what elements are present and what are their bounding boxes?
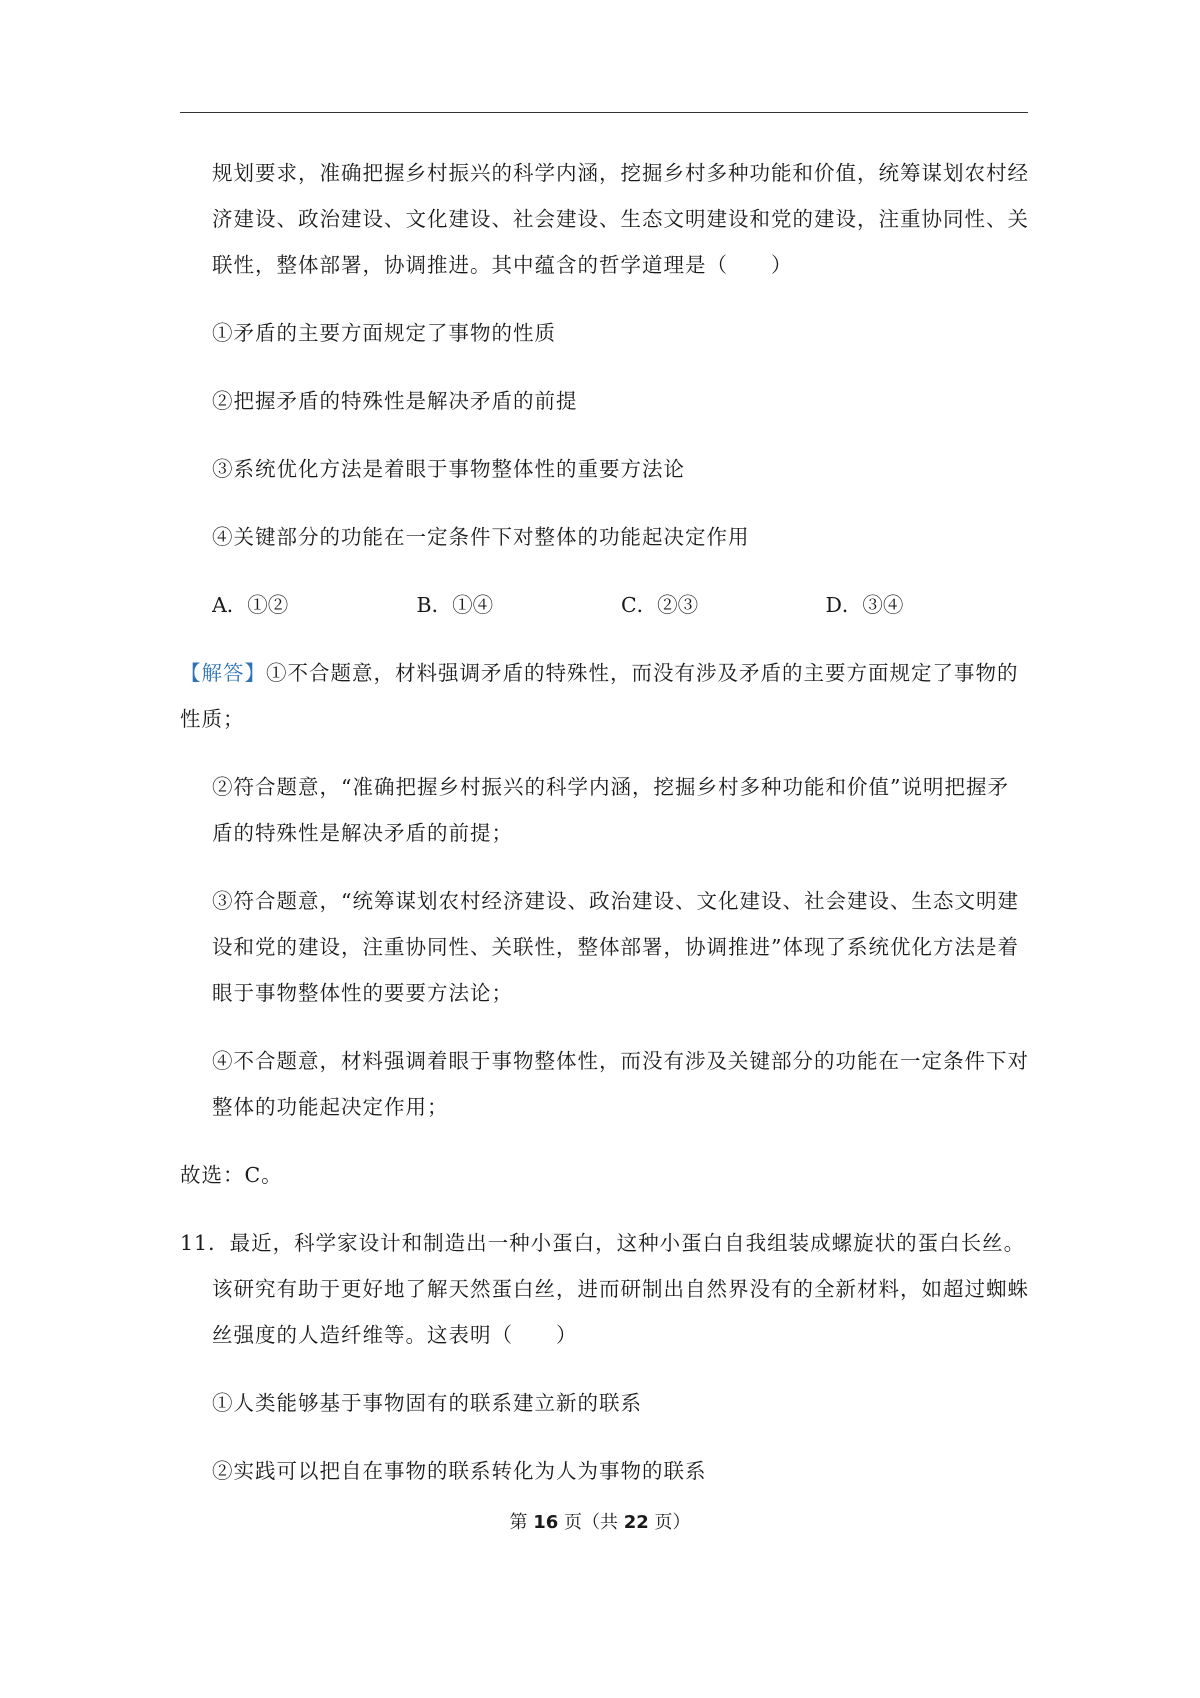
page-footer bbox=[0, 1508, 1200, 1534]
answer-p3-line: 设和党的建设，注重协同性、关联性，整体部署，协调推进”体现了系统优化方法是着 bbox=[212, 935, 1019, 959]
page-content bbox=[180, 150, 1030, 1494]
answer-first-line bbox=[180, 650, 1030, 696]
q10-stem-line: 联性，整体部署，协调推进。其中蕴含的哲学道理是（ ） bbox=[212, 253, 793, 277]
answer-section bbox=[180, 650, 1030, 1198]
q10-choices bbox=[180, 582, 1030, 628]
choice-b: B．①④ bbox=[416, 593, 494, 617]
answer-p3-line: ③符合题意，“统筹谋划农村经济建设、政治建设、文化建设、社会建设、生态文明建 bbox=[212, 889, 1019, 913]
answer-p4-line: ④不合题意，材料强调着眼于事物整体性，而没有涉及关键部分的功能在一定条件下对 bbox=[212, 1049, 1029, 1073]
question-10 bbox=[180, 150, 1030, 628]
q10-option-2: ②把握矛盾的特殊性是解决矛盾的前提 bbox=[212, 389, 578, 413]
footer-total-pages: 22 bbox=[623, 1512, 649, 1533]
footer-post: 页） bbox=[654, 1512, 691, 1533]
choice-c: C．②③ bbox=[621, 593, 699, 617]
answer-conclusion: 故选：C。 bbox=[180, 1163, 283, 1187]
q10-stem-line: 济建设、政治建设、文化建设、社会建设、生态文明建设和党的建设，注重协同性、关 bbox=[212, 207, 1029, 231]
q11-option-1: ①人类能够基于事物固有的联系建立新的联系 bbox=[212, 1391, 642, 1415]
question-11 bbox=[180, 1220, 1030, 1494]
choice-d: D．③④ bbox=[825, 593, 904, 617]
q10-stem-line: 规划要求，准确把握乡村振兴的科学内涵，挖掘乡村多种功能和价值，统筹谋划农村经 bbox=[212, 161, 1029, 185]
answer-p4-line: 整体的功能起决定作用； bbox=[212, 1095, 449, 1119]
q11-stem-line: 丝强度的人造纤维等。这表明（ ） bbox=[212, 1323, 578, 1347]
q10-option-3: ③系统优化方法是着眼于事物整体性的重要方法论 bbox=[212, 457, 685, 481]
q11-stem-line: 该研究有助于更好地了解天然蛋白丝，进而研制出自然界没有的全新材料，如超过蜘蛛 bbox=[212, 1277, 1029, 1301]
choice-a: A．①② bbox=[212, 593, 289, 617]
footer-pre: 第 bbox=[509, 1512, 528, 1533]
answer-first-cont: 性质； bbox=[180, 707, 245, 731]
footer-page-number: 16 bbox=[533, 1512, 559, 1533]
answer-tag: 【解答】 bbox=[180, 661, 266, 685]
header-rule bbox=[180, 112, 1028, 113]
q11-option-2: ②实践可以把自在事物的联系转化为人为事物的联系 bbox=[212, 1459, 707, 1483]
q10-option-4: ④关键部分的功能在一定条件下对整体的功能起决定作用 bbox=[212, 525, 750, 549]
answer-text: ①不合题意，材料强调矛盾的特殊性，而没有涉及矛盾的主要方面规定了事物的 bbox=[266, 661, 1019, 685]
answer-p2-line: 盾的特殊性是解决矛盾的前提； bbox=[212, 821, 513, 845]
answer-p2-line: ②符合题意，“准确把握乡村振兴的科学内涵，挖掘乡村多种功能和价值”说明把握矛 bbox=[212, 775, 1009, 799]
answer-p3-line: 眼于事物整体性的要要方法论； bbox=[212, 981, 513, 1005]
q10-option-1: ①矛盾的主要方面规定了事物的性质 bbox=[212, 321, 556, 345]
footer-mid: 页（共 bbox=[564, 1512, 618, 1533]
q11-stem-line: 11．最近，科学家设计和制造出一种小蛋白，这种小蛋白自我组装成螺旋状的蛋白长丝。 bbox=[180, 1231, 1026, 1255]
